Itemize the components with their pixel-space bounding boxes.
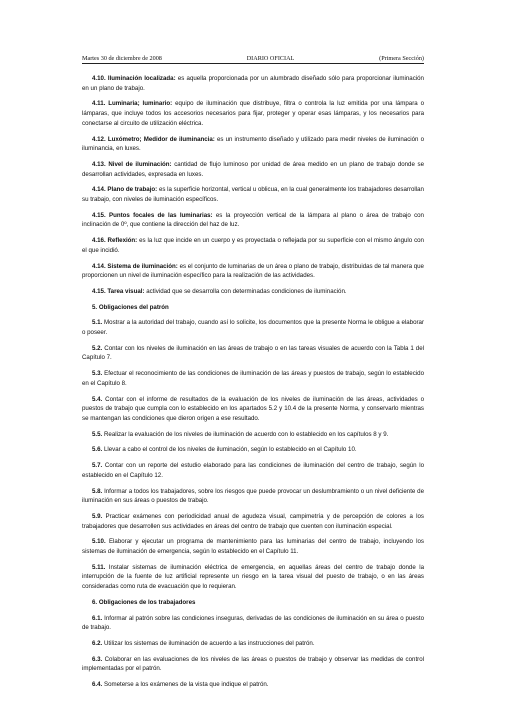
clause-label: [92, 212, 213, 219]
clause-number: 5.8.: [92, 487, 103, 495]
clause-number: 5.1.: [92, 319, 103, 327]
clause-paragraph: [82, 395, 424, 424]
clause-text: Efectuar el reconocimiento de las condiciones de iluminación de las áreas y puestos de trabajo, según lo establecido en el Capítulo 8.: [82, 370, 424, 387]
clause-text: Utilizar los sistemas de iluminación de acuerdo a las instrucciones del patrón.: [103, 639, 315, 647]
clause-text: Practicar exámenes con periodicidad anual de agudeza visual, campimetría y de percepción de colores a los trabajadores que desarrollen sus actividades en áreas del centro de trabajo que cuenten con iluminación especial.: [82, 512, 424, 530]
clause-label: [92, 319, 102, 326]
clause-text: es la proyección vertical de la lámpara al plano o área de trabajo con inclinación de 0º, que contiene la dirección del haz de luz.: [82, 211, 424, 229]
clause-label: [92, 75, 176, 82]
clause-number: 5.11.: [92, 563, 106, 571]
clause-number: 6.4.: [92, 681, 103, 689]
header-section: (Primera Sección): [379, 55, 424, 62]
clause-paragraph: [82, 430, 424, 440]
clause-paragraph: [82, 487, 424, 506]
clause-label: [92, 370, 102, 377]
clause-paragraph: [82, 344, 424, 363]
clause-number: 5.3.: [92, 370, 103, 378]
clause-paragraph: [82, 160, 424, 179]
clause-text: Realizar la evaluación de los niveles de iluminación de acuerdo con lo establecido en los capítulos 8 y 9.: [103, 430, 389, 438]
clause-text: Informar a todos los trabajadores, sobre los riesgos que puede provocar un deslumbramiento o un nivel deficiente de iluminación en sus áreas o puestos de trabajo.: [82, 487, 424, 505]
clause-label: [92, 288, 144, 295]
clause-term: Plano de trabajo:: [107, 186, 158, 194]
clause-number: 4.16.: [92, 237, 106, 245]
clause-label: [92, 446, 102, 453]
clause-number: 4.13.: [92, 160, 106, 168]
clause-label: [92, 564, 105, 571]
clause-label: [92, 100, 172, 107]
clause-text: equipo de iluminación que distribuye, filtra o controla la luz emitida por una lámpara o lámparas, que incluye todos los accesorios necesarios para fijar, proteger y operar esas lámparas, y los necesarios para conectarse al circuito de utilización eléctrica.: [82, 100, 424, 127]
clause-number: 5.10.: [92, 538, 106, 546]
clause-paragraph: [82, 639, 424, 649]
clause-text: es el conjunto de luminarias de un área o plano de trabajo, distribuidas de tal manera que proporcionen un nivel de iluminación específico para la realización de las actividades.: [82, 262, 424, 280]
clause-number: 4.12.: [92, 135, 106, 143]
clause-text: Elaborar y ejecutar un programa de mantenimiento para las luminarias del centro de trabajo, incluyendo los sistemas de iluminación de emergencia, según lo establecido en el Capítulo 11.: [82, 538, 424, 556]
clause-number: 5.4.: [92, 395, 103, 403]
clause-text: Instalar sistemas de iluminación eléctrica de emergencia, en aquellas áreas del centro de trabajo donde la interrupción de la fuente de luz artificial represente un riesgo en la tarea visual del puesto de trabajo, o en las áreas consideradas como ruta de evacuación que lo requieran.: [82, 563, 424, 591]
clause-paragraph: [82, 318, 424, 337]
clause-paragraph: [82, 262, 424, 281]
clause-paragraph: [82, 236, 424, 255]
clause-label: [92, 615, 102, 622]
clause-paragraph: [82, 655, 424, 674]
clause-label: [92, 538, 106, 545]
clause-number: 4.10.: [92, 75, 106, 82]
clause-label: [92, 263, 178, 270]
clause-label: [92, 462, 102, 469]
clause-label: [92, 431, 102, 438]
clause-term: Luxómetro; Medidor de iluminancia:: [107, 135, 215, 143]
header-publication: DIARIO OFICIAL: [246, 55, 295, 62]
clause-text: Contar con los niveles de iluminación en las áreas de trabajo o en las tareas visuales de acuerdo con la Tabla 1 del Capítulo 7.: [82, 344, 425, 362]
clause-number: 4.15.: [92, 211, 106, 219]
clause-paragraph: [82, 614, 424, 633]
clause-label: [92, 513, 102, 520]
clause-label: [92, 161, 172, 168]
clause-text: Someterse a los exámenes de la vista que indique el patrón.: [103, 681, 269, 689]
page-header: [82, 55, 424, 64]
clause-text: Informar al patrón sobre las condiciones inseguras, derivadas de las condiciones de iluminación en su área o puesto de trabajo.: [82, 614, 424, 632]
clause-paragraph: [82, 135, 424, 154]
clause-label: [92, 640, 102, 647]
clause-paragraph: [82, 537, 424, 556]
clause-number: 6.2.: [92, 639, 103, 647]
clause-number: 5.9.: [92, 512, 103, 520]
clause-label: [92, 237, 137, 244]
clause-paragraph: [82, 99, 424, 128]
clause-number: 4.14.: [92, 186, 106, 194]
clause-paragraph: [82, 369, 424, 388]
clause-term: Tarea visual:: [107, 287, 145, 295]
clause-paragraph: [82, 445, 424, 455]
clause-label: [92, 345, 102, 352]
clause-number: 4.14.: [92, 262, 106, 270]
section-heading: 5. Obligaciones del patrón: [92, 303, 169, 311]
clause-term: Luminaria; luminario:: [108, 100, 173, 108]
clause-number: 4.15.: [92, 287, 106, 295]
clause-paragraph: [82, 461, 424, 480]
clause-paragraph: [82, 512, 424, 531]
clause-number: 5.2.: [92, 344, 103, 352]
clause-text: es la luz que incide en un cuerpo y es proyectada o reflejada por su superficie con el mismo ángulo con el que incidió.: [82, 237, 424, 254]
clause-paragraph: [82, 211, 424, 230]
clause-text: es aquella proporcionada por un alumbrado diseñado sólo para proporcionar iluminación en un plano de trabajo.: [82, 75, 424, 92]
clause-term: Nivel de iluminación:: [108, 160, 172, 168]
clause-text: Llevar a cabo el control de los niveles de iluminación, según lo establecido en el Capítulo 10.: [103, 446, 357, 454]
clause-label: [92, 681, 102, 688]
clause-number: 4.11.: [92, 100, 106, 108]
clause-label: [92, 656, 102, 663]
clause-term: Iluminación localizada:: [107, 75, 176, 82]
document-body: [82, 74, 424, 696]
header-date: Martes 30 de diciembre de 2008: [82, 55, 162, 62]
clause-text: Contar con un reporte del estudio elaborado para las condiciones de iluminación del centro de trabajo, según lo establecido en el Capítulo 12.: [82, 462, 424, 479]
clause-term: Sistema de iluminación:: [107, 262, 178, 270]
clause-paragraph: [82, 287, 424, 297]
clause-number: 5.6.: [92, 446, 103, 454]
clause-number: 6.1.: [92, 614, 103, 622]
clause-label: [92, 136, 215, 143]
clause-number: 5.7.: [92, 462, 103, 470]
clause-number: 6.3.: [92, 655, 103, 663]
clause-text: Mostrar a la autoridad del trabajo, cuando así lo solicite, los documentos que la presente Norma le obligue a elaborar o poseer.: [82, 319, 424, 337]
clause-label: [92, 488, 102, 495]
clause-text: es un instrumento diseñado y utilizado para medir niveles de iluminación o iluminancia, en luxes.: [82, 135, 425, 153]
clause-text: actividad que se desarrolla con determinadas condiciones de iluminación.: [146, 287, 347, 295]
clause-paragraph: [82, 563, 424, 592]
clause-paragraph: [82, 74, 424, 93]
clause-label: [92, 396, 102, 403]
clause-term: Reflexión:: [107, 237, 138, 245]
clause-paragraph: [82, 185, 424, 204]
clause-text: Colaborar en las evaluaciones de los niveles de las áreas o puestos de trabajo y observar las medidas de control implementadas por el patrón.: [82, 655, 424, 673]
clause-paragraph: [82, 680, 424, 690]
clause-text: es la superficie horizontal, vertical u oblicua, en la cual generalmente los trabajadores desarrollan su trabajo, con niveles de iluminación específicos.: [82, 186, 424, 204]
section-heading: 6. Obligaciones de los trabajadores: [92, 598, 196, 606]
clause-text: cantidad de flujo luminoso por unidad de área medido en un plano de trabajo donde se desarrollan actividades, expresada en luxes.: [82, 160, 425, 178]
clause-number: 5.5.: [92, 430, 103, 438]
clause-text: Contar con el informe de resultados de la evaluación de los niveles de iluminación de las áreas, actividades o puestos de trabajo que cumpla con lo establecido en los apartados 5.2 y 10.4 de la presente Norma, y conservarlo mientras se mantengan las condiciones que dieron origen a ese resultado.: [82, 395, 424, 422]
clause-term: Puntos focales de las luminarias:: [108, 211, 213, 219]
clause-label: [92, 186, 157, 193]
